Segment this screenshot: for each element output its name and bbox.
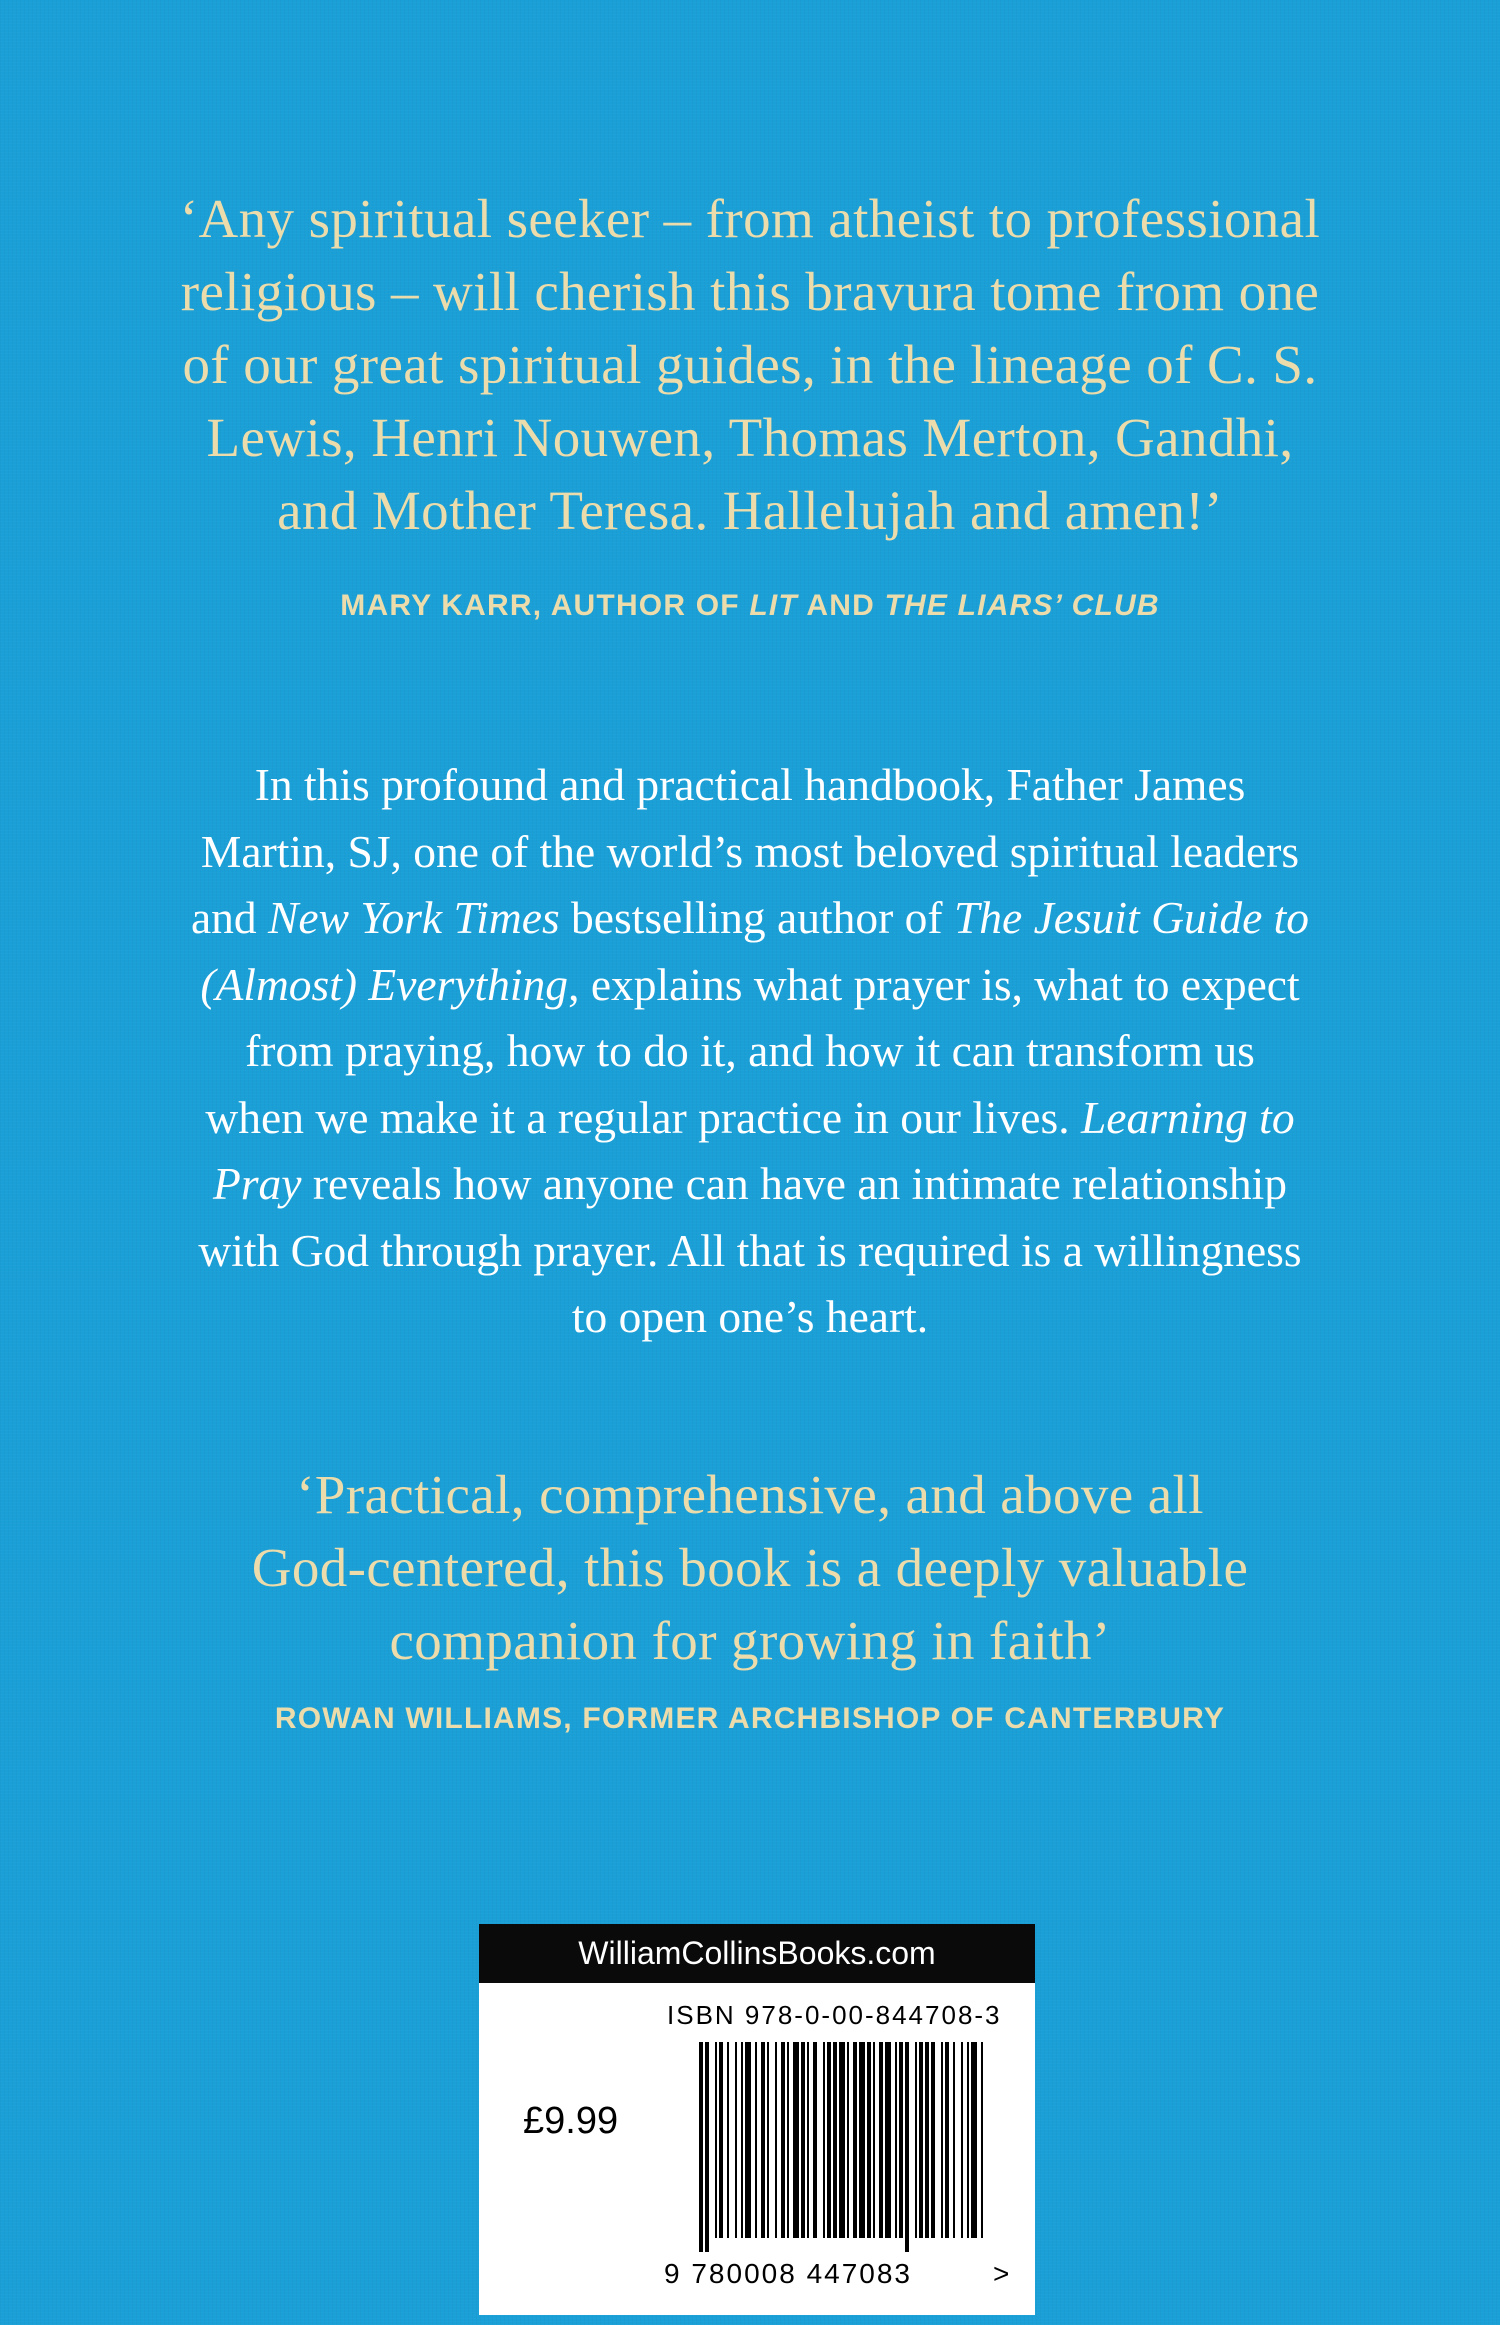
barcode-stripe — [981, 2042, 983, 2238]
barcode-stripe — [715, 2042, 717, 2238]
barcode-stripe — [699, 2042, 703, 2252]
barcode-stripe — [761, 2042, 765, 2238]
barcode-stripe — [895, 2042, 897, 2238]
quote-line: ‘Practical, comprehensive, and above all — [296, 1464, 1204, 1525]
barcode-stripe — [741, 2042, 743, 2238]
quote-line: God-centered, this book is a deeply valuable — [251, 1537, 1249, 1598]
barcode-stripe — [807, 2042, 809, 2238]
description-line: when we make it a regular practice in our lives. Learning to — [205, 1091, 1295, 1143]
isbn-label: ISBN 978-0-00-844708-3 — [667, 2000, 1002, 2030]
barcode-stripe — [745, 2042, 751, 2238]
barcode-stripe — [813, 2042, 817, 2238]
book-description — [0, 752, 1500, 1351]
barcode-stripe — [705, 2042, 709, 2252]
barcode-bars — [699, 2042, 985, 2252]
barcode-stripe — [767, 2042, 769, 2238]
quote-line: ‘Any spiritual seeker – from atheist to professional — [179, 188, 1321, 249]
book-title-lit: LIT — [749, 589, 798, 622]
barcode-stripe — [867, 2042, 871, 2238]
description-line: Martin, SJ, one of the world’s most beloved spiritual leaders — [200, 825, 1300, 877]
quote-praise-1 — [0, 182, 1500, 547]
barcode-stripe — [727, 2042, 729, 2238]
barcode-stripe — [755, 2042, 757, 2238]
barcode-stripe — [839, 2042, 845, 2238]
quote-line: and Mother Teresa. Hallelujah and amen!’ — [277, 480, 1223, 541]
barcode-stripe — [931, 2042, 935, 2238]
barcode-stripe — [853, 2042, 857, 2238]
quote-line: religious – will cherish this bravura tome from one — [180, 261, 1320, 322]
description-line: (Almost) Everything, explains what prayer is, what to expect — [200, 958, 1300, 1010]
book-title-liars-club: THE LIARS’ CLUB — [884, 589, 1160, 622]
barcode-stripe — [793, 2042, 799, 2238]
price-label: £9.99 — [523, 2100, 619, 2142]
description-line: In this profound and practical handbook, Father James — [254, 759, 1246, 810]
description-line: with God through prayer. All that is required is a willingness — [198, 1224, 1302, 1276]
description-line: to open one’s heart. — [571, 1291, 929, 1342]
barcode-stripe — [925, 2042, 929, 2238]
barcode-number: 9 780008 447083 — [664, 2258, 912, 2289]
quote-praise-2 — [0, 1458, 1500, 1677]
barcode-stripe — [787, 2042, 789, 2238]
quote-line: companion for growing in faith’ — [389, 1610, 1111, 1671]
description-line: Pray reveals how anyone can have an intimate relationship — [213, 1158, 1287, 1209]
quote-attribution-1: MARY KARR, AUTHOR OF LIT AND THE LIARS’ CLUB — [340, 589, 1160, 622]
barcode-stripe — [781, 2042, 785, 2238]
barcode-stripe — [971, 2042, 977, 2238]
barcode-stripe — [879, 2042, 883, 2238]
barcode-stripe — [847, 2042, 849, 2238]
barcode-stripe — [873, 2042, 875, 2238]
barcode-stripe — [953, 2042, 955, 2238]
barcode-stripe — [775, 2042, 777, 2238]
description-line: from praying, how to do it, and how it can transform us — [245, 1025, 1255, 1076]
barcode-stripe — [801, 2042, 805, 2238]
description-line: and New York Times bestselling author of The Jesuit Guide to — [190, 892, 1310, 943]
barcode-stripe — [827, 2042, 831, 2238]
barcode-stripe — [961, 2042, 963, 2238]
barcode-stripe — [823, 2042, 825, 2238]
barcode-arrow: > — [993, 2258, 1010, 2289]
quote-line: of our great spiritual guides, in the lineage of C. S. — [182, 334, 1318, 395]
barcode-stripe — [833, 2042, 837, 2238]
barcode-stripe — [719, 2042, 723, 2238]
quote-line: Lewis, Henri Nouwen, Thomas Merton, Gandhi, — [206, 407, 1294, 468]
barcode-stripe — [905, 2042, 909, 2252]
publisher-website: WilliamCollinsBooks.com — [479, 1924, 1035, 1983]
barcode-stripe — [941, 2042, 943, 2238]
barcode-stripe — [919, 2042, 923, 2238]
barcode-stripe — [915, 2042, 917, 2238]
barcode-stripe — [735, 2042, 737, 2238]
barcode-stripe — [885, 2042, 891, 2238]
barcode-stripe — [899, 2042, 903, 2238]
barcode-stripe — [967, 2042, 969, 2238]
barcode-panel — [479, 1924, 1035, 2315]
barcode-stripe — [859, 2042, 865, 2238]
barcode-stripe — [945, 2042, 949, 2238]
quote-attribution-2: ROWAN WILLIAMS, FORMER ARCHBISHOP OF CANTERBURY — [274, 1702, 1226, 1735]
